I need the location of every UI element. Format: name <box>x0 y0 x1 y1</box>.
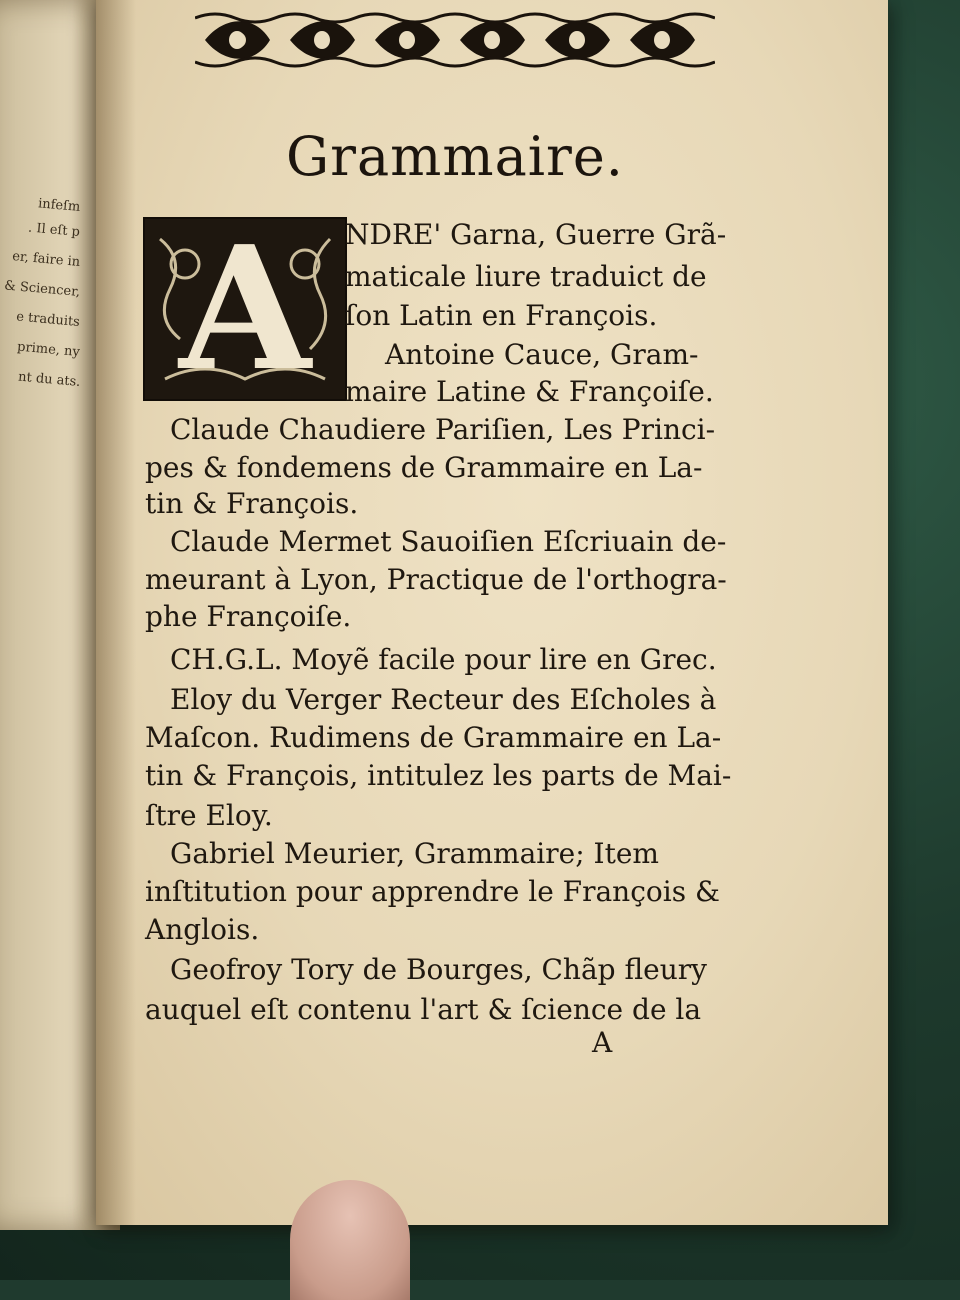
text-line: Anglois. <box>145 913 260 946</box>
ornament-band <box>195 10 715 70</box>
left-fragment: infeſm <box>37 196 81 215</box>
text-line: NDRE' Garna, Guerre Grã- <box>345 218 727 251</box>
text-line: CH.G.L. Moyẽ facile pour lire en Grec. <box>170 643 717 676</box>
text-line: Antoine Cauce, Gram- <box>385 338 699 371</box>
left-fragment: er, faire in <box>11 249 81 270</box>
text-line: maticale liure traduict de <box>345 260 707 293</box>
decorated-initial <box>143 209 347 409</box>
left-fragment: prime, ny <box>16 339 81 360</box>
text-line: tin & François, intitulez les parts de Mai- <box>145 759 732 792</box>
page-title: Grammaire. <box>286 125 624 188</box>
text-line: Gabriel Meurier, Grammaire; Item <box>170 837 659 870</box>
text-line: Geofroy Tory de Bourges, Chãp fleury <box>170 953 707 986</box>
left-fragment: & Sciencer, <box>3 278 81 300</box>
text-line: Claude Mermet Sauoiſien Eſcriuain de- <box>170 525 727 558</box>
signature-mark: A <box>592 1026 613 1059</box>
text-line: auquel eſt contenu l'art & ſcience de la <box>145 993 702 1026</box>
initial-letter: A <box>179 209 311 409</box>
page-gutter-shadow <box>96 0 136 1225</box>
finger <box>290 1180 410 1300</box>
left-fragment: nt du ats. <box>17 369 81 390</box>
left-fragment: e traduits <box>15 309 81 330</box>
left-fragment: . Il eſt p <box>27 220 81 240</box>
text-line: ſtre Eloy. <box>145 799 273 832</box>
text-line: meurant à Lyon, Practique de l'orthogra- <box>145 563 727 596</box>
text-line: phe Françoiſe. <box>145 600 352 633</box>
text-line: maire Latine & Françoiſe. <box>345 375 714 408</box>
text-line: tin & François. <box>145 487 359 520</box>
text-line: Maſcon. Rudimens de Grammaire en La- <box>145 721 722 754</box>
text-line: pes & fondemens de Grammaire en La- <box>145 451 703 484</box>
text-line: Claude Chaudiere Pariſien, Les Princi- <box>170 413 716 446</box>
text-line: Eloy du Verger Recteur des Eſcholes à <box>170 683 717 716</box>
text-line: inſtitution pour apprendre le François & <box>145 875 720 908</box>
text-line: ſon Latin en François. <box>345 299 658 332</box>
